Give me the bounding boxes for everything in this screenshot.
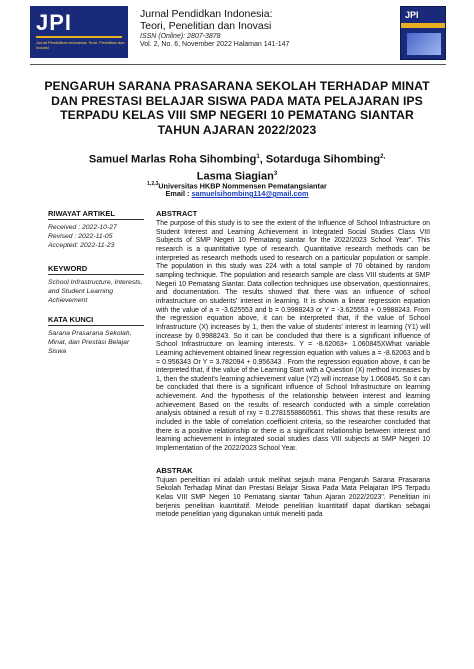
email-label: Email : xyxy=(165,189,190,198)
author-2: Sotarduga Sihombing xyxy=(265,153,381,166)
journal-cover-thumbnail xyxy=(400,6,446,60)
abstract-heading: ABSTRACT xyxy=(156,209,198,218)
logo-stripe xyxy=(36,36,122,38)
kata-kunci-heading: KATA KUNCI xyxy=(48,315,94,324)
kata-kunci-rule xyxy=(48,325,144,326)
keyword-rule xyxy=(48,274,144,275)
author-2-sup: 2, xyxy=(380,154,386,160)
header-divider xyxy=(30,64,446,65)
abstract-body: The purpose of this study is to see the extent of the Influence of School Infrastructure on Student Interest and Learning Achievement in Integrated Social Studies Class VIII Subjects of SMP Negeri 10 Pematang siantar for the 2022/2023 School Year". This research is a quantitative type of research. Quantitative research methods can be interpreted as research methods used to research on a particular population or sample. The population in this study was 224 with a total sample of 70 obtained by random sampling technique. The population and research sample are class VIII students at SMP Negeri 10 Pematang Siantar. Data collection techniques use observation, questionnaires, and documentation. The results showed that there was an influence of school infrastructure on students' interest in learning. It is shown a linear regression equation with the value of a = -3.625553 and b = 0.9988243 or Y = -3.625553 + 0.9988243. From the regression equation above, it can be interpreted that, if the value of School Infrastructure (X) increases by 1, then the value of students' interest in learning (Y1) will increase by 0.9988243. So it can be concluded that there is a significant influence of School Infrastructure on learning interests. Y = -8.62063+ 1.060845XWhat variable Learning achievement obtained linear regression equation with values a = -8.62063 and b = 0.956343 Or Y = 3.782094 + 0.956343 . From the regression equation above, it can be interpreted that, if the value of the Learning Start with a Question (X) method increases by 1, then the student's learning achievement value (Y2) will increase by 1.060845. So it can be concluded that there is a significant influence of School Infrastructure on learning achievement. And the hypothesis of the relationship between interest and learning achievement Based on the results of research conducted with a simple correlation analysis obtained a result of rxy = 0.2781558860561. This shows that these results are included in the table of correlation coefficient criteria, so the researcher concluded that there is a positive relationship or there is a significant relationship between interest and learning achievement in integrated social studies class VIII subjects at SMP Negeri 10 Implementation of the 2022/2023 School Year. xyxy=(156,220,430,453)
affiliation-sup: 1,2,3 xyxy=(147,181,159,187)
article-history-heading: RIWAYAT ARTIKEL xyxy=(48,209,115,218)
journal-header xyxy=(30,6,446,58)
kata-kunci-text: Sarana Prasarana Sekolah, Minat, dan Prestasi Belajar Siswa xyxy=(48,330,132,355)
revised-date: Revised : 2022-11-05 xyxy=(48,233,113,240)
received-date: Received : 2022-10-27 xyxy=(48,224,117,231)
journal-issn: ISSN (Online): 2807-3878 xyxy=(140,33,221,40)
email-line xyxy=(60,189,414,199)
paper-title: PENGARUH SARANA PRASARANA SEKOLAH TERHADAP MINAT DAN PRESTASI BELAJAR SISWA PADA MATA PELAJARAN IPS TERPADU KELAS VIII SMP NEGERI 10 PEMATANG SIANTAR TAHUN AJARAN 2022/2023 xyxy=(44,79,430,137)
cover-band xyxy=(401,23,446,28)
journal-info xyxy=(140,8,390,48)
logo-subtitle: Jurnal Pendidikan Indonesia: Teori, Penelitian dan Inovasi xyxy=(36,40,125,50)
author-3: Lasma Siagian xyxy=(196,170,274,183)
author-1-sup: 1 xyxy=(256,154,260,160)
accepted-date: Accepted: 2022-11-23 xyxy=(48,242,115,249)
journal-title-line-2: Teori, Penelitian dan Inovasi xyxy=(140,20,272,32)
journal-logo xyxy=(30,6,128,58)
abstrak-body: Tujuan penelitian ini adalah untuk melihat sejauh mana Pengaruh Sarana Prasarana Sekolah Terhadap Minat dan Prestasi Belajar Siswa Pada Mata Pelajaran IPS Terpadu Kelas VIII SMP Negeri 10 Pematang siantar Tahun Ajaran 2022/2023". Penelitian ini berjenis penelitian kuantitatif. Metode penelitian kuantitatif dapat diartikan sebagai metode penelitian yang digunakan untuk meneliti pada xyxy=(156,476,430,519)
abstract-column xyxy=(156,209,430,520)
abstrak-heading: ABSTRAK xyxy=(156,465,193,475)
keyword-heading: KEYWORD xyxy=(48,264,88,273)
logo-text: JPI xyxy=(36,10,73,35)
author-3-sup: 3 xyxy=(273,170,278,177)
journal-volume: Vol. 2, No. 6, November 2022 Halaman 141-147 xyxy=(140,41,290,48)
keyword-text: School Infrastructure, Interests, and Student Learning Achievement xyxy=(48,279,143,304)
author-list: Samuel Marlas Roha Sihombing$^1$, Sotarduga Sihombing$^{2,}$ Lasma Siagian$^3$ xyxy=(88,153,386,183)
article-history-rule xyxy=(48,219,144,220)
author-1: Samuel Marlas Roha Sihombing xyxy=(88,153,257,166)
email-link[interactable]: samuelsihombing114@gmail.com xyxy=(191,189,309,198)
article-sidebar xyxy=(48,209,148,356)
cover-image xyxy=(407,33,441,55)
affiliation-text: Universitas HKBP Nommensen Pematangsiantar xyxy=(158,181,327,191)
cover-logo-text: JPI xyxy=(405,10,419,20)
journal-title-line-1: Jurnal Pendidkan Indonesia: xyxy=(140,8,273,20)
